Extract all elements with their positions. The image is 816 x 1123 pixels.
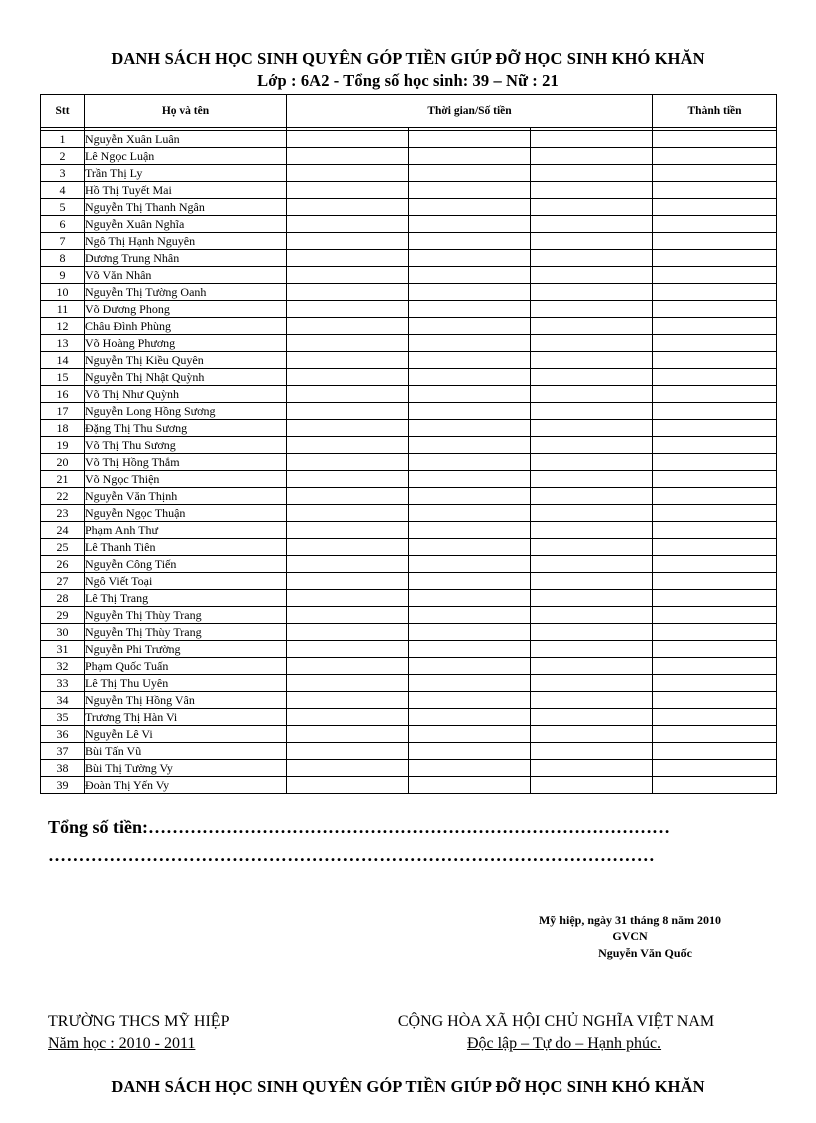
row-amount-cell [287, 165, 409, 182]
row-stt: 34 [41, 692, 85, 709]
row-stt: 9 [41, 267, 85, 284]
row-amount-cell [409, 216, 531, 233]
row-student-name: Đặng Thị Thu Sương [85, 420, 287, 437]
row-amount-cell [287, 573, 409, 590]
row-total-cell [653, 352, 777, 369]
row-amount-cell [531, 165, 653, 182]
table-row [41, 641, 777, 658]
row-amount-cell [531, 216, 653, 233]
row-student-name: Nguyễn Long Hồng Sương [85, 403, 287, 420]
row-amount-cell [287, 301, 409, 318]
row-student-name: Trương Thị Hàn Vi [85, 709, 287, 726]
row-amount-cell [287, 454, 409, 471]
row-total-cell [653, 590, 777, 607]
row-amount-cell [531, 658, 653, 675]
row-student-name: Lê Thị Thu Uyên [85, 675, 287, 692]
row-student-name: Nguyễn Văn Thịnh [85, 488, 287, 505]
row-stt: 32 [41, 658, 85, 675]
row-total-cell [653, 318, 777, 335]
row-amount-cell [409, 131, 531, 148]
row-amount-cell [409, 743, 531, 760]
signature-role: GVCN [612, 929, 648, 943]
total-amount-continuation: ……………………………………………………………………………………… [48, 845, 656, 865]
row-stt: 17 [41, 403, 85, 420]
row-amount-cell [409, 522, 531, 539]
table-row [41, 522, 777, 539]
total-amount-line: Tổng số tiền:…………………………………………………………………………… [48, 817, 671, 837]
table-row [41, 539, 777, 556]
row-student-name: Nguyễn Thị Kiều Quyên [85, 352, 287, 369]
column-header-stt: Stt [41, 95, 85, 128]
row-total-cell [653, 760, 777, 777]
row-total-cell [653, 420, 777, 437]
row-total-cell [653, 267, 777, 284]
row-stt: 4 [41, 182, 85, 199]
table-row [41, 335, 777, 352]
row-amount-cell [287, 352, 409, 369]
row-stt: 35 [41, 709, 85, 726]
row-student-name: Võ Dương Phong [85, 301, 287, 318]
row-stt: 2 [41, 148, 85, 165]
row-amount-cell [531, 182, 653, 199]
row-total-cell [653, 454, 777, 471]
row-total-cell [653, 216, 777, 233]
row-amount-cell [409, 301, 531, 318]
row-amount-cell [409, 675, 531, 692]
row-amount-cell [531, 743, 653, 760]
row-amount-cell [409, 250, 531, 267]
row-stt: 37 [41, 743, 85, 760]
table-row [41, 556, 777, 573]
row-student-name: Phạm Quốc Tuấn [85, 658, 287, 675]
row-amount-cell [531, 301, 653, 318]
row-amount-cell [409, 335, 531, 352]
row-student-name: Đoàn Thị Yến Vy [85, 777, 287, 794]
row-amount-cell [409, 709, 531, 726]
row-total-cell [653, 488, 777, 505]
row-amount-cell [531, 318, 653, 335]
row-amount-cell [531, 522, 653, 539]
row-total-cell [653, 556, 777, 573]
table-row [41, 471, 777, 488]
row-amount-cell [531, 641, 653, 658]
row-amount-cell [287, 284, 409, 301]
row-student-name: Nguyễn Lê Vi [85, 726, 287, 743]
table-row [41, 199, 777, 216]
row-amount-cell [287, 641, 409, 658]
row-total-cell [653, 148, 777, 165]
document-title: DANH SÁCH HỌC SINH QUYÊN GÓP TIỀN GIÚP ĐỠ HỌC SINH KHÓ KHĂN [111, 49, 705, 68]
row-stt: 24 [41, 522, 85, 539]
row-stt: 13 [41, 335, 85, 352]
row-amount-cell [531, 131, 653, 148]
row-student-name: Trần Thị Ly [85, 165, 287, 182]
row-total-cell [653, 284, 777, 301]
row-amount-cell [409, 539, 531, 556]
row-stt: 25 [41, 539, 85, 556]
row-amount-cell [409, 505, 531, 522]
national-heading: CỘNG HÒA XÃ HỘI CHỦ NGHĨA VIỆT NAM [397, 1013, 715, 1030]
row-amount-cell [409, 624, 531, 641]
row-total-cell [653, 250, 777, 267]
row-amount-cell [531, 607, 653, 624]
row-amount-cell [531, 777, 653, 794]
national-motto: Độc lập – Tự do – Hạnh phúc. [466, 1035, 662, 1052]
row-amount-cell [409, 284, 531, 301]
row-stt: 6 [41, 216, 85, 233]
row-amount-cell [531, 760, 653, 777]
row-amount-cell [287, 590, 409, 607]
table-row [41, 658, 777, 675]
table-row [41, 318, 777, 335]
row-student-name: Bùi Tấn Vũ [85, 743, 287, 760]
row-amount-cell [287, 318, 409, 335]
row-stt: 23 [41, 505, 85, 522]
row-total-cell [653, 743, 777, 760]
row-total-cell [653, 165, 777, 182]
row-amount-cell [287, 233, 409, 250]
row-amount-cell [287, 250, 409, 267]
column-header-name: Họ và tên [85, 95, 287, 128]
table-row [41, 437, 777, 454]
table-row [41, 454, 777, 471]
signature-date: Mỹ hiệp, ngày 31 tháng 8 năm 2010 [538, 913, 722, 927]
row-stt: 30 [41, 624, 85, 641]
row-student-name: Nguyễn Thị Nhật Quỳnh [85, 369, 287, 386]
row-amount-cell [409, 760, 531, 777]
row-amount-cell [409, 369, 531, 386]
row-total-cell [653, 505, 777, 522]
row-amount-cell [531, 352, 653, 369]
row-amount-cell [409, 488, 531, 505]
row-amount-cell [287, 148, 409, 165]
row-amount-cell [409, 454, 531, 471]
row-amount-cell [287, 199, 409, 216]
row-student-name: Nguyễn Phi Trường [85, 641, 287, 658]
row-amount-cell [409, 607, 531, 624]
row-amount-cell [531, 148, 653, 165]
row-amount-cell [409, 386, 531, 403]
row-amount-cell [287, 505, 409, 522]
row-student-name: Lê Ngọc Luận [85, 148, 287, 165]
table-row [41, 267, 777, 284]
row-student-name: Lê Thanh Tiên [85, 539, 287, 556]
table-row [41, 709, 777, 726]
document-subtitle: Lớp : 6A2 - Tổng số học sinh: 39 – Nữ : 21 [257, 71, 559, 90]
row-total-cell [653, 301, 777, 318]
row-amount-cell [409, 726, 531, 743]
row-student-name: Nguyễn Công Tiến [85, 556, 287, 573]
row-amount-cell [287, 131, 409, 148]
row-student-name: Nguyễn Xuân Luân [85, 131, 287, 148]
row-stt: 27 [41, 573, 85, 590]
row-student-name: Dương Trung Nhân [85, 250, 287, 267]
row-amount-cell [287, 335, 409, 352]
row-student-name: Nguyễn Thị Hồng Vân [85, 692, 287, 709]
row-amount-cell [287, 692, 409, 709]
table-row [41, 182, 777, 199]
row-amount-cell [409, 692, 531, 709]
table-row [41, 505, 777, 522]
table-row [41, 590, 777, 607]
row-amount-cell [531, 556, 653, 573]
row-total-cell [653, 471, 777, 488]
row-amount-cell [531, 403, 653, 420]
row-amount-cell [531, 267, 653, 284]
table-row [41, 726, 777, 743]
row-student-name: Ngô Thị Hạnh Nguyên [85, 233, 287, 250]
row-student-name: Châu Đình Phùng [85, 318, 287, 335]
row-amount-cell [531, 590, 653, 607]
signature-name: Nguyễn Văn Quốc [598, 946, 692, 960]
table-row [41, 624, 777, 641]
row-total-cell [653, 709, 777, 726]
row-student-name: Võ Hoàng Phương [85, 335, 287, 352]
row-total-cell [653, 573, 777, 590]
row-student-name: Võ Thị Như Quỳnh [85, 386, 287, 403]
row-stt: 11 [41, 301, 85, 318]
row-stt: 21 [41, 471, 85, 488]
table-row [41, 165, 777, 182]
table-body [41, 128, 777, 794]
row-stt: 12 [41, 318, 85, 335]
row-amount-cell [287, 216, 409, 233]
row-amount-cell [287, 420, 409, 437]
table-row [41, 284, 777, 301]
row-student-name: Nguyễn Thị Thùy Trang [85, 624, 287, 641]
row-student-name: Võ Thị Thu Sương [85, 437, 287, 454]
row-amount-cell [531, 488, 653, 505]
row-stt: 22 [41, 488, 85, 505]
table-row [41, 301, 777, 318]
row-stt: 36 [41, 726, 85, 743]
row-amount-cell [409, 573, 531, 590]
document-title-repeat: DANH SÁCH HỌC SINH QUYÊN GÓP TIỀN GIÚP ĐỠ HỌC SINH KHÓ KHĂN [111, 1077, 705, 1096]
row-amount-cell [287, 182, 409, 199]
row-student-name: Võ Ngọc Thiện [85, 471, 287, 488]
row-amount-cell [531, 726, 653, 743]
row-amount-cell [287, 267, 409, 284]
row-amount-cell [287, 437, 409, 454]
row-amount-cell [531, 420, 653, 437]
row-student-name: Bùi Thị Tường Vy [85, 760, 287, 777]
row-amount-cell [409, 658, 531, 675]
row-amount-cell [409, 352, 531, 369]
row-amount-cell [409, 318, 531, 335]
row-amount-cell [409, 420, 531, 437]
table-row [41, 148, 777, 165]
row-stt: 39 [41, 777, 85, 794]
row-total-cell [653, 199, 777, 216]
row-stt: 26 [41, 556, 85, 573]
row-amount-cell [287, 675, 409, 692]
row-amount-cell [409, 590, 531, 607]
row-amount-cell [287, 488, 409, 505]
row-total-cell [653, 607, 777, 624]
table-row [41, 131, 777, 148]
table-row [41, 675, 777, 692]
row-total-cell [653, 522, 777, 539]
row-total-cell [653, 437, 777, 454]
row-total-cell [653, 777, 777, 794]
row-amount-cell [531, 250, 653, 267]
column-header-total: Thành tiền [653, 95, 777, 128]
row-amount-cell [287, 777, 409, 794]
table-row [41, 743, 777, 760]
row-student-name: Võ Thị Hồng Thắm [85, 454, 287, 471]
row-student-name: Nguyễn Thị Thanh Ngân [85, 199, 287, 216]
row-amount-cell [531, 386, 653, 403]
row-total-cell [653, 658, 777, 675]
row-amount-cell [409, 182, 531, 199]
row-stt: 5 [41, 199, 85, 216]
row-amount-cell [287, 539, 409, 556]
row-student-name: Hồ Thị Tuyết Mai [85, 182, 287, 199]
row-total-cell [653, 369, 777, 386]
row-stt: 31 [41, 641, 85, 658]
row-amount-cell [287, 386, 409, 403]
row-amount-cell [531, 505, 653, 522]
table-header-row [41, 95, 777, 128]
row-total-cell [653, 182, 777, 199]
row-stt: 19 [41, 437, 85, 454]
row-amount-cell [409, 165, 531, 182]
row-student-name: Võ Văn Nhân [85, 267, 287, 284]
row-amount-cell [531, 335, 653, 352]
row-stt: 15 [41, 369, 85, 386]
row-stt: 29 [41, 607, 85, 624]
row-amount-cell [531, 539, 653, 556]
row-amount-cell [531, 199, 653, 216]
table-row [41, 250, 777, 267]
row-stt: 14 [41, 352, 85, 369]
table-row [41, 760, 777, 777]
row-student-name: Nguyễn Ngọc Thuận [85, 505, 287, 522]
row-stt: 38 [41, 760, 85, 777]
table-row [41, 488, 777, 505]
table-row [41, 403, 777, 420]
row-amount-cell [531, 437, 653, 454]
row-amount-cell [531, 471, 653, 488]
row-amount-cell [531, 573, 653, 590]
row-stt: 18 [41, 420, 85, 437]
row-amount-cell [287, 403, 409, 420]
row-amount-cell [531, 675, 653, 692]
row-amount-cell [531, 233, 653, 250]
row-total-cell [653, 624, 777, 641]
table-row [41, 607, 777, 624]
student-table [40, 94, 777, 794]
school-name: TRƯỜNG THCS MỸ HIỆP [48, 1013, 230, 1030]
table-row [41, 777, 777, 794]
row-stt: 20 [41, 454, 85, 471]
row-stt: 10 [41, 284, 85, 301]
row-total-cell [653, 675, 777, 692]
row-amount-cell [409, 437, 531, 454]
row-amount-cell [287, 522, 409, 539]
row-total-cell [653, 726, 777, 743]
row-total-cell [653, 539, 777, 556]
row-stt: 28 [41, 590, 85, 607]
row-amount-cell [409, 267, 531, 284]
row-amount-cell [409, 148, 531, 165]
row-student-name: Nguyễn Thị Thùy Trang [85, 607, 287, 624]
table-row [41, 352, 777, 369]
row-amount-cell [531, 284, 653, 301]
row-amount-cell [409, 556, 531, 573]
row-total-cell [653, 131, 777, 148]
row-amount-cell [531, 454, 653, 471]
row-amount-cell [531, 369, 653, 386]
row-total-cell [653, 386, 777, 403]
table-row [41, 233, 777, 250]
table-row [41, 573, 777, 590]
column-header-time-amount: Thời gian/Số tiền [287, 95, 653, 128]
row-student-name: Nguyễn Thị Tường Oanh [85, 284, 287, 301]
row-amount-cell [287, 607, 409, 624]
row-amount-cell [287, 369, 409, 386]
row-amount-cell [287, 471, 409, 488]
row-amount-cell [409, 471, 531, 488]
row-student-name: Lê Thị Trang [85, 590, 287, 607]
row-amount-cell [409, 403, 531, 420]
table-row [41, 692, 777, 709]
row-stt: 3 [41, 165, 85, 182]
row-amount-cell [287, 760, 409, 777]
row-stt: 1 [41, 131, 85, 148]
row-amount-cell [531, 692, 653, 709]
row-student-name: Phạm Anh Thư [85, 522, 287, 539]
row-total-cell [653, 233, 777, 250]
row-amount-cell [287, 624, 409, 641]
row-total-cell [653, 692, 777, 709]
row-stt: 16 [41, 386, 85, 403]
row-amount-cell [531, 624, 653, 641]
row-amount-cell [287, 726, 409, 743]
table-row [41, 386, 777, 403]
row-student-name: Ngô Viết Toại [85, 573, 287, 590]
row-amount-cell [287, 743, 409, 760]
row-stt: 33 [41, 675, 85, 692]
table-row [41, 420, 777, 437]
row-student-name: Nguyễn Xuân Nghĩa [85, 216, 287, 233]
row-amount-cell [287, 658, 409, 675]
table-row [41, 216, 777, 233]
row-amount-cell [287, 556, 409, 573]
row-amount-cell [287, 709, 409, 726]
table-row [41, 369, 777, 386]
school-year: Năm học : 2010 - 2011 [48, 1035, 196, 1052]
row-amount-cell [531, 709, 653, 726]
row-stt: 8 [41, 250, 85, 267]
row-stt: 7 [41, 233, 85, 250]
row-total-cell [653, 335, 777, 352]
row-amount-cell [409, 199, 531, 216]
row-total-cell [653, 641, 777, 658]
row-amount-cell [409, 777, 531, 794]
row-amount-cell [409, 641, 531, 658]
row-total-cell [653, 403, 777, 420]
row-amount-cell [409, 233, 531, 250]
